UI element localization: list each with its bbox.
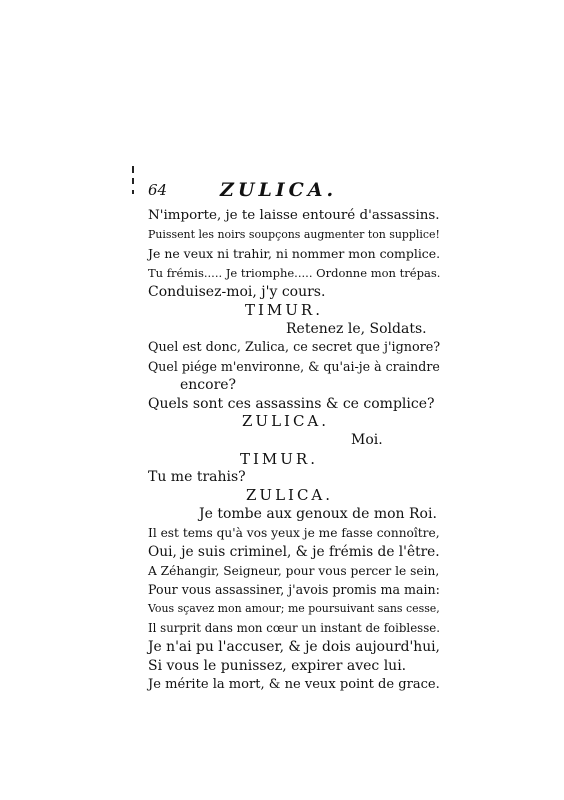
- verse-line: Il surprit dans mon cœur un instant de foiblesse.: [148, 621, 440, 635]
- verse-line: A Zéhangir, Seigneur, pour vous percer le sein,: [148, 564, 440, 578]
- verse-line: Puissent les noirs soupçons augmenter ton supplice!: [148, 228, 440, 241]
- verse-line: Quels sont ces assassins & ce complice?: [148, 396, 435, 412]
- speaker-name: TIMUR.: [245, 301, 323, 319]
- verse-line: Retenez le, Soldats.: [286, 321, 427, 337]
- verse-line: Quel piége m'environne, & qu'ai-je à craindre: [148, 359, 440, 374]
- verse-line: Tu frémis..... Je triomphe..... Ordonne mon trépas.: [148, 266, 441, 280]
- speaker-name: ZULICA.: [242, 412, 330, 430]
- page-number: 64: [148, 181, 168, 199]
- margin-tick: [132, 190, 134, 194]
- speaker-name: TIMUR.: [240, 450, 318, 468]
- verse-line: Moi.: [351, 432, 383, 448]
- margin-tick: [132, 166, 134, 173]
- margin-marks: [132, 166, 136, 216]
- speaker-name: ZULICA.: [246, 486, 334, 504]
- running-title: ZULICA.: [220, 179, 338, 201]
- verse-line: Je ne veux ni trahir, ni nommer mon complice.: [148, 246, 441, 261]
- verse-line: Conduisez-moi, j'y cours.: [148, 284, 326, 300]
- verse-line: Je mérite la mort, & ne veux point de grace.: [148, 677, 440, 692]
- verse-line: encore?: [180, 377, 237, 393]
- verse-line: Pour vous assassiner, j'avois promis ma main:: [148, 582, 440, 597]
- verse-line: Si vous le punissez, expirer avec lui.: [148, 658, 407, 674]
- verse-line: Quel est donc, Zulica, ce secret que j'ignore?: [148, 340, 441, 355]
- verse-line: Je n'ai pu l'accuser, & je dois aujourd'hui,: [148, 639, 440, 655]
- verse-line: N'importe, je te laisse entouré d'assassins.: [148, 208, 440, 223]
- verse-line: Il est tems qu'à vos yeux je me fasse connoître,: [148, 526, 440, 540]
- margin-tick: [132, 178, 134, 184]
- verse-line: Tu me trahis?: [148, 469, 246, 485]
- verse-line: Je tombe aux genoux de mon Roi.: [199, 506, 437, 522]
- page-header: [148, 179, 408, 205]
- verse-line: Vous sçavez mon amour; me poursuivant sans cesse,: [148, 602, 440, 615]
- verse-line: Oui, je suis criminel, & je frémis de l'être.: [148, 544, 440, 560]
